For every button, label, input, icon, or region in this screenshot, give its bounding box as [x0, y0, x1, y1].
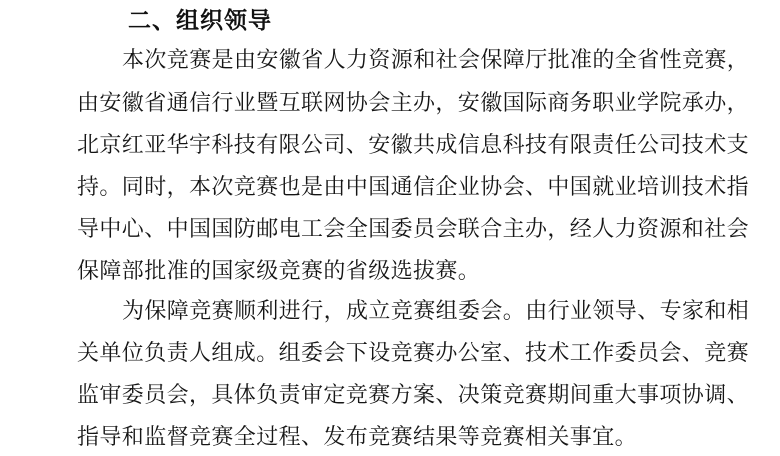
paragraph-2-line-4: 指导和监督竞赛全过程、发布竞赛结果等竞赛相关事宜。 [77, 425, 638, 450]
paragraph-2-line-1: 为保障竞赛顺利进行，成立竞赛组委会。由行业领导、专家和相 [122, 299, 750, 324]
paragraph-2-line-2: 关单位负责人组成。组委会下设竞赛办公室、技术工作委员会、竞赛 [77, 341, 750, 366]
section-heading: 二、组织领导 [128, 8, 272, 34]
paragraph-1-line-5: 导中心、中国国防邮电工会全国委员会联合主办，经人力资源和社会 [77, 217, 750, 242]
paragraph-2-line-3: 监审委员会，具体负责审定竞赛方案、决策竞赛期间重大事项协调、 [77, 383, 750, 408]
paragraph-1-line-2: 由安徽省通信行业暨互联网协会主办，安徽国际商务职业学院承办， [77, 91, 750, 116]
paragraph-1-line-3: 北京红亚华宇科技有限公司、安徽共成信息科技有限责任公司技术支 [77, 133, 750, 158]
paragraph-1-line-4: 持。同时，本次竞赛也是由中国通信企业协会、中国就业培训技术指 [77, 175, 750, 200]
paragraph-1-line-6: 保障部批准的国家级竞赛的省级选拔赛。 [77, 259, 481, 284]
paragraph-1-line-1: 本次竞赛是由安徽省人力资源和社会保障厅批准的全省性竞赛， [122, 48, 750, 73]
